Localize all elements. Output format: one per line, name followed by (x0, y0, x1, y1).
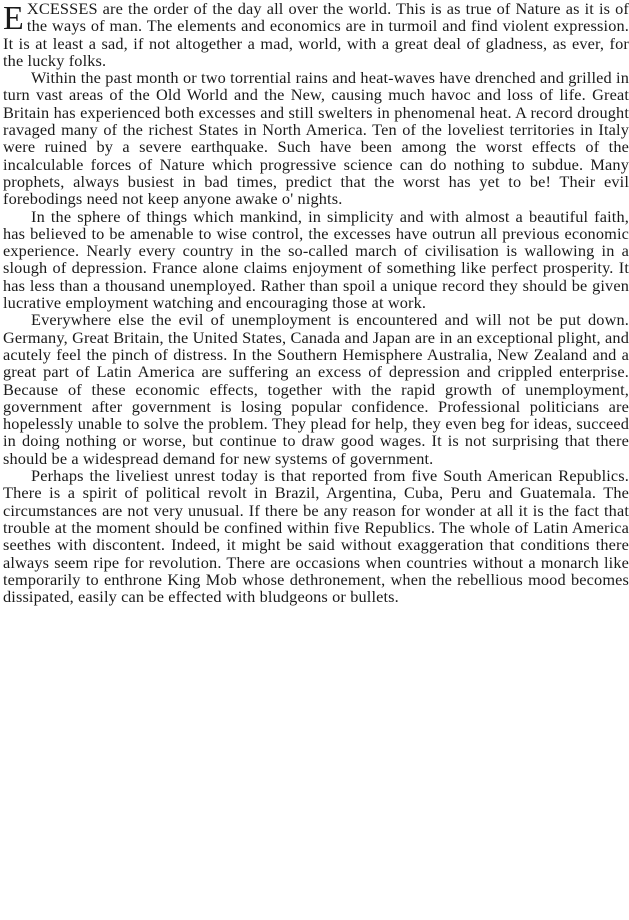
paragraph-1 (3, 0, 629, 69)
paragraph-2: Within the past month or two torrential rains and heat-waves have drenched and grilled in turn vast areas of the Old World and the New, causing much havoc and loss of life. Great Britain has experienced both excesses and still swelters in phenomenal heat. A record drought ravaged many of the richest States in North America. Ten of the loveliest territories in Italy were ruined by a severe earthquake. Such have been among the worst effects of the incalculable forces of Nature which progressive science can do nothing to subdue. Many prophets, always busiest in bad times, predict that the worst has yet to be! Their evil forebodings need not keep anyone awake o' nights. (3, 68, 629, 209)
paragraph-5: Perhaps the liveliest unrest today is that reported from five South American Republics. There is a spirit of political revolt in Brazil, Argentina, Cuba, Peru and Guatemala. The circumstances are not very unusual. If there be any reason for wonder at all it is the fact that trouble at the moment should be confined within five Republics. The whole of Latin America seethes with discontent. Indeed, it might be said without exaggeration that conditions there always seem ripe for revolution. There are occasions when countries without a monarch like temporarily to enthrone King Mob whose dethronement, when the rebellious mood becomes dissipated, easily can be effected with bludgeons or bullets. (3, 466, 629, 607)
paragraph-3: In the sphere of things which mankind, in simplicity and with almost a beautiful faith, has believed to be amenable to wise control, the excesses have outrun all previous economic experience. Nearly every country in the so-called march of civilisation is wallowing in a slough of depression. France alone claims enjoyment of something like perfect prosperity. It has less than a thousand unemployed. Rather than spoil a unique record they should be given lucrative employment watching and encouraging those at work. (3, 206, 629, 313)
paragraph-1-text: XCESSES are the order of the day all over the world. This is as true of Nature as it is of the ways of man. The elements and economics are in turmoil and find violent expression. It is at least a sad, if not altogether a mad, world, with a great deal of gladness, as ever, for the lucky folks. (3, 0, 629, 70)
paragraph-4: Everywhere else the evil of unemployment is encountered and will not be put down. Germany, Great Britain, the United States, Canada and Japan are in an exceptional plight, and acutely feel the pinch of distress. In the Southern Hemisphere Australia, New Zealand and a great part of Latin America are suffering an excess of depression and crippled enterprise. Because of these economic effects, together with the rapid growth of unemployment, government after government is losing popular confidence. Professional politicians are hopelessly unable to solve the problem. They plead for help, they even beg for ideas, succeed in doing nothing or worse, but continue to draw good wages. It is not surprising that there should be a widespread demand for new systems of government. (3, 310, 629, 468)
article-body (3, 0, 629, 605)
drop-cap-letter: E (3, 0, 24, 37)
